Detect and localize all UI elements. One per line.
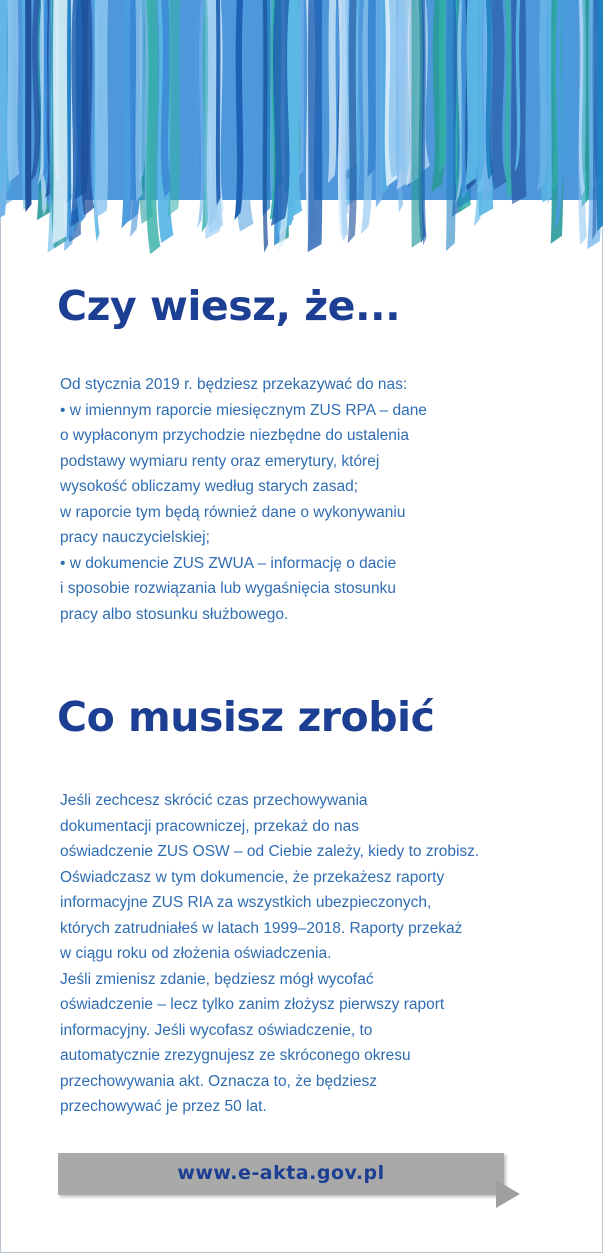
hair-strand (446, 0, 456, 251)
text-line: dokumentacji pracowniczej, przekaż do nas (60, 817, 359, 835)
section-what-to-do-text (60, 788, 532, 1120)
text-line: i sposobie rozwiązania lub wygaśnięcia stosunku (60, 580, 397, 597)
hair-strand (367, 0, 376, 177)
heading-did-you-know: Czy wiesz, że... (57, 282, 401, 330)
text-line: pracy nauczycielskiej; (60, 529, 210, 546)
text-line: przechowywania akt. Oznacza to, że będziesz (60, 1072, 378, 1090)
text-line: • w dokumencie ZUS ZWUA – informację o dacie (60, 554, 397, 572)
hair-strand (597, 0, 603, 231)
website-link[interactable]: www.e-akta.gov.pl (177, 1162, 385, 1184)
text-line: podstawy wymiaru renty oraz emerytury, której (60, 452, 380, 470)
text-line: Oświadczasz w tym dokumencie, że przekażesz raporty (60, 868, 445, 886)
text-line: Jeśli zechcesz skrócić czas przechowywania (60, 792, 368, 809)
text-line: o wypłaconym przychodzie niezbędne do ustalenia (60, 427, 409, 444)
section-did-you-know-text (60, 372, 532, 627)
text-line: informacyjne ZUS RIA za wszystkich ubezpieczonych, (60, 894, 432, 911)
hair-strands-image (0, 0, 603, 260)
text-line: automatycznie zrezygnujesz ze skróconego okresu (60, 1047, 411, 1064)
text-line: Jeśli zmienisz zdanie, będziesz mógł wycofać (60, 970, 374, 988)
text-line: oświadczenie – lecz tylko zanim złożysz pierwszy raport (60, 996, 445, 1013)
heading-what-to-do: Co musisz zrobić (57, 693, 435, 741)
hair-strand (439, 0, 446, 172)
hair-strand (195, 0, 199, 175)
hair-strand (168, 0, 180, 216)
text-line: pracy albo stosunku służbowego. (60, 605, 289, 623)
text-line: wysokość obliczamy według starych zasad; (60, 478, 359, 495)
hair-strand (411, 0, 423, 248)
text-line: w ciągu roku od złożenia oświadczenia. (60, 945, 332, 962)
text-line: których zatrudniałeś w latach 1999–2018. Raporty przekaż (60, 919, 463, 937)
hair-strands-graphic (0, 0, 603, 260)
text-line: oświadczenie ZUS OSW – od Ciebie zależy, kiedy to zrobisz. (60, 843, 480, 860)
hair-strand (25, 0, 31, 212)
hair-strand (389, 0, 406, 178)
hair-strand (216, 0, 221, 206)
hair-strand (308, 0, 323, 252)
text-line: przechowywać je przez 50 lat. (60, 1098, 267, 1115)
hair-strand (135, 0, 142, 202)
text-line: Od stycznia 2019 r. będziesz przekazywać do nas: (60, 376, 408, 393)
hair-strand (7, 0, 19, 182)
text-line: informacyjny. Jeśli wycofasz oświadczenie, to (60, 1021, 373, 1039)
text-line: • w imiennym raporcie miesięcznym ZUS RPA – dane (60, 401, 427, 419)
text-line: w raporcie tym będą również dane o wykonywaniu (60, 503, 406, 521)
hair-strand (328, 0, 336, 183)
hair-strand (560, 0, 577, 178)
hair-strand (376, 0, 382, 208)
hair-strand (207, 0, 223, 233)
hair-strand (94, 0, 108, 219)
